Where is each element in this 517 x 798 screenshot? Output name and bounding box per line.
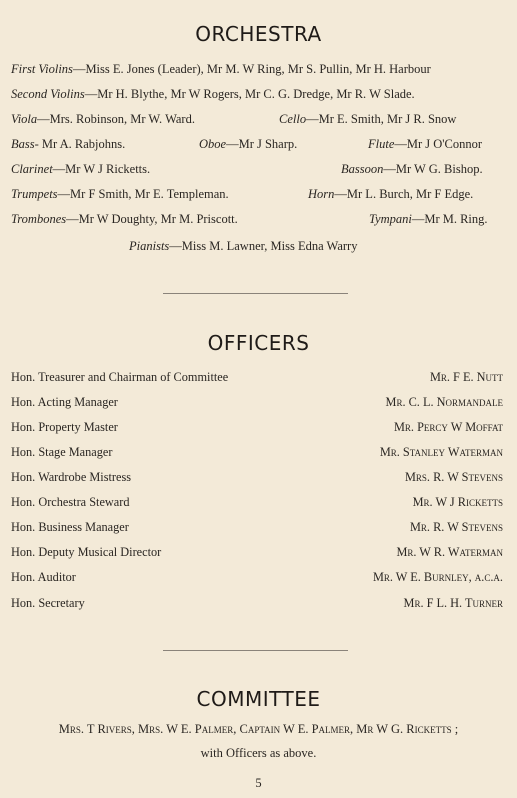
section-divider (163, 650, 348, 651)
officer-row (0, 442, 517, 462)
officer-role: Hon. Property Master (11, 420, 118, 434)
officers-heading: OFFICERS (207, 331, 310, 355)
officer-name: Mrs. R. W Stevens (404, 470, 503, 484)
officer-role: Hon. Deputy Musical Director (11, 545, 162, 559)
officer-role: Hon. Business Manager (11, 520, 129, 534)
trombones-names: —Mr W Doughty, Mr M. Priscott. (66, 212, 238, 226)
orchestra-row-7 (0, 209, 517, 229)
first-violins-label: First Violins (11, 62, 73, 76)
committee-note: with Officers as above. (200, 746, 317, 760)
officer-row (0, 492, 517, 512)
orchestra-row-5 (0, 159, 517, 179)
bass-label: Bass (11, 137, 35, 151)
bass-entry (11, 134, 125, 154)
horn-names: —Mr L. Burch, Mr F Edge. (334, 187, 474, 201)
flute-entry (368, 134, 482, 154)
tympani-names: —Mr M. Ring. (411, 212, 488, 226)
viola-names: —Mrs. Robinson, Mr W. Ward. (37, 112, 195, 126)
cello-entry (279, 109, 456, 129)
flute-names: —Mr J O'Connor (394, 137, 483, 151)
trumpets-label: Trumpets (11, 187, 58, 201)
orchestra-row-8 (0, 236, 517, 256)
orchestra-row-4 (0, 134, 517, 154)
second-violins-entry (11, 84, 415, 104)
bass-names: - Mr A. Rabjohns. (34, 137, 126, 151)
flute-label: Flute (368, 137, 395, 151)
officer-name: Mr. Stanley Waterman (379, 445, 503, 459)
orchestra-row-6 (0, 184, 517, 204)
officer-name: Mr. R. W Stevens (409, 520, 503, 534)
first-violins-names: —Miss E. Jones (Leader), Mr M. W Ring, Mr S. Pullin, Mr H. Harbour (72, 62, 431, 76)
officer-role: Hon. Secretary (11, 596, 85, 610)
officer-role: Hon. Auditor (11, 570, 76, 584)
officer-name: Mr. Percy W Moffat (393, 420, 503, 434)
officer-row (0, 542, 517, 562)
orchestra-row-1 (0, 59, 517, 79)
officer-role: Hon. Stage Manager (11, 445, 113, 459)
cello-names: —Mr E. Smith, Mr J R. Snow (306, 112, 457, 126)
officer-role: Hon. Acting Manager (11, 395, 118, 409)
bassoon-label: Bassoon (341, 162, 384, 176)
horn-entry (308, 184, 473, 204)
bassoon-names: —Mr W G. Bishop. (383, 162, 483, 176)
section-divider (163, 293, 348, 294)
viola-entry (11, 109, 195, 129)
oboe-entry (199, 134, 297, 154)
officer-name: Mr. F E. Nutt (429, 370, 503, 384)
officer-role: Hon. Orchestra Steward (11, 495, 130, 509)
pianists-names: —Miss M. Lawner, Miss Edna Warry (169, 239, 358, 253)
viola-label: Viola (11, 112, 38, 126)
committee-members: Mrs. T Rivers, Mrs. W E. Palmer, Captain W E. Palmer, Mr W G. Ricketts ; (58, 722, 459, 736)
trumpets-names: —Mr F Smith, Mr E. Templeman. (57, 187, 229, 201)
committee-heading: COMMITTEE (196, 687, 321, 711)
clarinet-label: Clarinet (11, 162, 53, 176)
officer-row (0, 367, 517, 387)
trombones-label: Trombones (11, 212, 67, 226)
officer-name: Mr. W R. Waterman (396, 545, 503, 559)
orchestra-heading: ORCHESTRA (195, 22, 322, 46)
officer-row (0, 593, 517, 613)
officer-role: Hon. Wardrobe Mistress (11, 470, 132, 484)
officer-row (0, 392, 517, 412)
bassoon-entry (341, 159, 483, 179)
officer-row (0, 467, 517, 487)
clarinet-names: —Mr W J Ricketts. (52, 162, 151, 176)
tympani-entry (369, 209, 488, 229)
officer-name: Mr. C. L. Normandale (385, 395, 503, 409)
trumpets-entry (11, 184, 229, 204)
officer-row (0, 417, 517, 437)
oboe-label: Oboe (199, 137, 227, 151)
orchestra-row-2 (0, 84, 517, 104)
officer-row (0, 567, 517, 587)
second-violins-names: —Mr H. Blythe, Mr W Rogers, Mr C. G. Dredge, Mr R. W Slade. (84, 87, 415, 101)
second-violins-label: Second Violins (11, 87, 85, 101)
officer-name: Mr. W J Ricketts (412, 495, 503, 509)
oboe-names: —Mr J Sharp. (226, 137, 298, 151)
pianists-label: Pianists (129, 239, 170, 253)
officer-row (0, 517, 517, 537)
trombones-entry (11, 209, 238, 229)
officer-name: Mr. F L. H. Turner (403, 596, 503, 610)
horn-label: Horn (308, 187, 335, 201)
tympani-label: Tympani (369, 212, 412, 226)
clarinet-entry (11, 159, 150, 179)
pianists-entry (129, 236, 357, 256)
cello-label: Cello (279, 112, 307, 126)
first-violins-entry (11, 59, 431, 79)
page-number: 5 (255, 776, 262, 790)
officer-name: Mr. W E. Burnley, a.c.a. (372, 570, 503, 584)
officer-role: Hon. Treasurer and Chairman of Committee (11, 370, 229, 384)
orchestra-row-3 (0, 109, 517, 129)
